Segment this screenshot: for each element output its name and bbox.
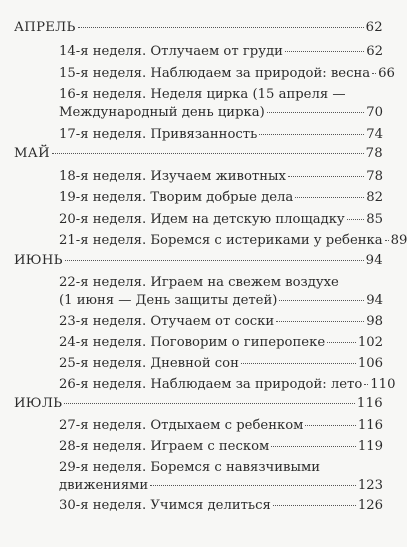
dot-leader <box>241 363 356 364</box>
toc-entry-title: 29-я неделя. Боремся с навязчивыми <box>59 460 321 475</box>
dot-leader <box>276 321 364 322</box>
toc-page-number: 94 <box>365 253 383 268</box>
dot-leader <box>150 485 356 486</box>
toc-entry-title: 24-я неделя. Поговорим о гиперопеке <box>59 335 326 350</box>
toc-page-number: 62 <box>365 20 383 35</box>
toc-entry-title: 28-я неделя. Играем с песком <box>59 439 270 454</box>
toc-page-number: 110 <box>370 377 396 392</box>
toc-entry-title: ИЮЛЬ <box>14 396 63 411</box>
toc-week-21 <box>59 233 407 249</box>
toc-week-18 <box>59 169 383 185</box>
toc-week-27 <box>59 418 383 434</box>
dot-leader <box>327 342 356 343</box>
toc-page-number: 106 <box>357 356 383 371</box>
toc-page-number: 62 <box>366 44 383 59</box>
toc-week-16-line1 <box>59 87 383 103</box>
toc-entry-title: 19-я неделя. Творим добрые дела <box>59 190 294 205</box>
dot-leader <box>385 240 389 241</box>
toc-week-20 <box>59 212 383 228</box>
dot-leader <box>372 73 376 74</box>
toc-week-15 <box>59 66 395 82</box>
toc-month-july <box>14 396 383 412</box>
dot-leader <box>64 403 355 404</box>
toc-entry-title: МАЙ <box>14 146 50 161</box>
dot-leader <box>52 153 364 154</box>
toc-entry-title: 22-я неделя. Играем на свежем воздухе <box>59 275 339 290</box>
dot-leader <box>267 112 364 113</box>
toc-page-number: 126 <box>357 498 383 513</box>
toc-entry-title: 16-я неделя. Неделя цирка (15 апреля — <box>59 87 346 102</box>
dot-leader <box>288 176 364 177</box>
toc-entry-title: 17-я неделя. Привязанность <box>59 127 258 142</box>
toc-week-29-line1 <box>59 460 383 476</box>
toc-page-number: 82 <box>366 190 383 205</box>
toc-page-number: 116 <box>356 396 383 411</box>
toc-entry-title-continued: Международный день цирка) <box>59 105 265 120</box>
toc-week-26 <box>59 377 396 393</box>
toc-entry-title: ИЮНЬ <box>14 253 63 268</box>
toc-entry-title: 30-я неделя. Учимся делиться <box>59 498 271 513</box>
toc-week-30 <box>59 498 383 514</box>
toc-page-number: 119 <box>357 439 383 454</box>
toc-week-24 <box>59 335 383 351</box>
toc-page-number: 66 <box>378 66 395 81</box>
toc-week-23 <box>59 314 383 330</box>
dot-leader <box>271 446 356 447</box>
toc-week-22 <box>59 293 383 309</box>
toc-entry-title: 20-я неделя. Идем на детскую площадку <box>59 212 345 227</box>
toc-week-28 <box>59 439 383 455</box>
toc-week-17 <box>59 127 383 143</box>
toc-week-14 <box>59 44 383 60</box>
toc-entry-title: АПРЕЛЬ <box>14 20 76 35</box>
dot-leader <box>305 425 355 426</box>
toc-entry-title-continued: (1 июня — День защиты детей) <box>59 293 278 308</box>
toc-week-16 <box>59 105 383 121</box>
toc-page-number: 94 <box>366 293 383 308</box>
toc-page-number: 102 <box>357 335 383 350</box>
toc-page-number: 89 <box>390 233 407 248</box>
toc-page-number: 123 <box>357 478 383 493</box>
toc-entry-title: 23-я неделя. Отучаем от соски <box>59 314 275 329</box>
toc-page-number: 70 <box>366 105 383 120</box>
toc-entry-title-continued: движениями <box>59 478 149 493</box>
toc-page-number: 78 <box>365 146 383 161</box>
toc-page-number: 85 <box>366 212 383 227</box>
toc-entry-title: 26-я неделя. Наблюдаем за природой: лето <box>59 377 363 392</box>
dot-leader <box>273 505 356 506</box>
toc-page-number: 74 <box>366 127 383 142</box>
dot-leader <box>78 27 364 28</box>
dot-leader <box>347 219 365 220</box>
toc-week-25 <box>59 356 383 372</box>
toc-page-number: 98 <box>366 314 383 329</box>
dot-leader <box>285 51 364 52</box>
dot-leader <box>364 384 368 385</box>
toc-week-29 <box>59 478 383 494</box>
toc-month-may <box>14 146 383 162</box>
dot-leader <box>259 134 364 135</box>
dot-leader <box>279 300 364 301</box>
toc-entry-title: 14-я неделя. Отлучаем от груди <box>59 44 283 59</box>
toc-entry-title: 25-я неделя. Дневной сон <box>59 356 239 371</box>
toc-page-number: 78 <box>366 169 383 184</box>
toc-month-june <box>14 253 383 269</box>
dot-leader <box>295 197 364 198</box>
toc-entry-title: 21-я неделя. Боремся с истериками у ребенка <box>59 233 383 248</box>
toc-entry-title: 15-я неделя. Наблюдаем за природой: весна <box>59 66 371 81</box>
toc-page-number: 116 <box>357 418 383 433</box>
toc-week-19 <box>59 190 383 206</box>
toc-entry-title: 18-я неделя. Изучаем животных <box>59 169 286 184</box>
toc-month-april <box>14 20 383 36</box>
toc-week-22-line1 <box>59 275 383 291</box>
dot-leader <box>65 260 364 261</box>
toc-entry-title: 27-я неделя. Отдыхаем с ребенком <box>59 418 304 433</box>
